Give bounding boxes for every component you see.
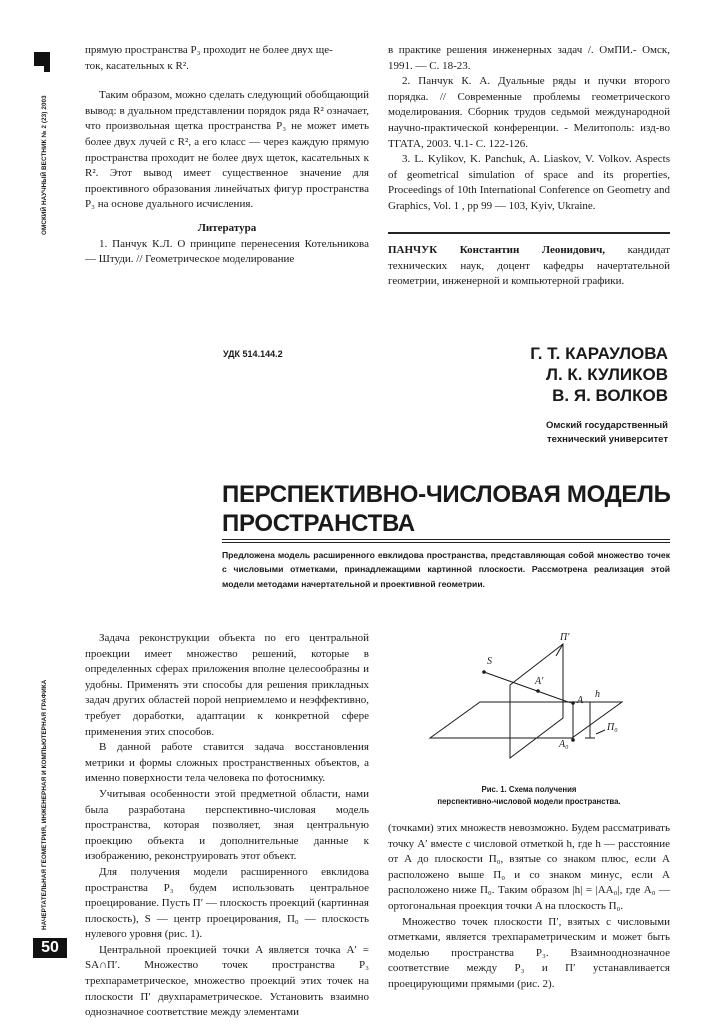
label-h: h [595,689,600,700]
point-a [571,701,575,705]
figure-caption [388,784,670,807]
body-right-paragraph-1: (точками) этих множеств невозможно. Будем рассматривать точку A′ вместе с числовой отметкой h, где h — расстояние от A до плоскости П₀, взятые со знаком плюс, если A расположено выше П₀ и со знаком минус, если A расположено ниже П₀. Таким образом |h| = |AA₀|, где A₀ — ортогональная проекция точки A на плоскость П₀. [388,822,670,912]
title-rule-1 [222,539,670,540]
spine-section-title: НАЧЕРТАТЕЛЬНАЯ ГЕОМЕТРИЯ, ИНЖЕНЕРНАЯ И КОМПЬЮТЕРНАЯ ГРАФИКА [41,679,48,930]
article-title [222,480,671,538]
body-paragraph-3: Учитывая особенности этой предметной области, нами была разработана перспективно-числовая модель пространства, которая позволяет, зная центральную проекцию объекта и дополнительные данные к изображению, реконструировать этот объект. [85,787,369,863]
pi0-pointer [596,730,605,734]
bio-divider [388,232,670,234]
affiliation-line-1: Омский государственный [546,420,668,431]
corner-block-step [44,64,50,72]
body-paragraph-4: Для получения модели расширенного евклидова пространства P₃ будем использовать центральное проецирование. Пусть П′ — плоскость проекций (картинная плоскость), S — центр проецирования, П₀ — плоскость нулевого уровня (рис. 1). [85,865,369,941]
author-3: В. Я. ВОЛКОВ [552,386,668,405]
projecting-ray [484,672,568,702]
label-a: A [577,695,584,706]
label-pi-prime: П′ [560,632,570,643]
plane-pi-prime [510,644,563,758]
udk-code: УДК 514.144.2 [223,349,283,359]
title-line-1: ПЕРСПЕКТИВНО-ЧИСЛОВАЯ МОДЕЛЬ [222,481,671,508]
caption-line-2: перспективно-числовой модели пространства. [437,796,621,806]
spine-journal-title: ОМСКИЙ НАУЧНЫЙ ВЕСТНИК № 2 (23) 2003 [41,95,48,235]
bio-name: ПАНЧУК Константин Леонидович, [388,244,606,256]
author-bio [388,243,670,290]
label-a-prime: A′ [535,676,544,687]
top-left-column [85,43,369,268]
point-a0 [571,738,575,742]
body-paragraph-1: Задача реконструкции объекта по его центральной проекции имеет множество решений, которые в определенных сферах приложения вполне целесообразны и удобны. Применять эти способы для решения прикладных задач других областей порой неприемлемо и неэффективно, требует доработки, адаптации к конкретной сфере применения этих способов. [85,632,369,738]
body-left-column [85,631,369,1021]
figure-1-diagram [420,630,660,775]
reference-1-continued: в практике решения инженерных задач /. ОмПИ.- Омск, 1991. — С. 18-23. [388,44,670,72]
body-paragraph-2: В данной работе ставится задача восстановления метрики и формы сложных пространственных объектов, а именно поверхности тела человека по фотоснимку. [85,741,369,785]
caption-line-1: Рис. 1. Схема получения [481,785,577,794]
conclusion-paragraph: Таким образом, можно сделать следующий обобщающий вывод: в дуальном представлении порядок ряда R² означает, что произвольная щетка пространства P₃ не может иметь более двух лучей с R², а его класс — через каждую прямую пространства проходит не более двух щеток, касательных к R². Этот вывод имеет существенное значение для проективного образования линейчатых фигур пространства P₃ на основе дуального исчисления. [85,89,369,211]
authors-block [368,343,668,406]
affiliation [368,419,668,447]
label-s: S [487,656,492,667]
carryover-line-2: ток, касательных к R². [85,59,189,72]
top-right-column [388,43,670,215]
carryover-line-1: прямую пространства P₃ проходит не более двух ще- [85,44,333,56]
body-right-paragraph-2: Множество точек плоскости П′, взятых с числовыми отметками, является трехпараметрическим и может быть моделью пространства P₃. Взаимнооднозначное соответствие между P₃ и П′ устанавливается проецирующими прямыми (рис. 2). [388,915,670,990]
title-rule-2 [222,542,670,543]
point-a-prime [536,689,540,693]
page-number: 50 [33,938,67,958]
point-s [482,670,486,674]
affiliation-line-2: технический университет [547,434,668,445]
author-1: Г. Т. КАРАУЛОВА [530,344,668,363]
literature-heading: Литература [197,221,257,234]
label-pi0: П₀ [607,722,618,733]
reference-2: 2. Панчук К. А. Дуальные ряды и пучки второго порядка. // Современные проблемы геометрического моделирования. Сборник трудов седьмой международной научно-практической конференции. - Мелитополь: изд-во ТГАТА, 2003. Ч.1- С. 122-126. [388,75,670,150]
body-paragraph-5: Центральной проекцией точки A является точка A′ = SA∩П′. Множество точек пространства P₃ трехпараметрическое, множество проекций этих точек на плоскости П′ двухпараметрическое. Установить взаимно однозначное соответствие между элементами [85,943,369,1019]
pi-prime-pointer [556,644,563,656]
title-line-2: ПРОСТРАНСТВА [222,510,415,537]
body-right-column [388,821,670,993]
reference-1: 1. Панчук К.Л. О принципе перенесения Котельникова — Штуди. // Геометрическое моделирование [85,237,369,266]
author-2: Л. К. КУЛИКОВ [546,365,668,384]
bio-text: кандидат технических наук, доцент кафедры начертательной геометрии, инженерной и компьютерной графики. [388,244,671,288]
reference-3: 3. L. Kylikov, K. Panchuk, A. Liaskov, V. Volkov. Aspects of geometrical simulation of space and its properties, Proceedings of 10th International Conference on Geometry and Graphics, Vol. 1 , pp 99 — 103, Kyiv, Ukraine. [388,153,670,212]
abstract: Предложена модель расширенного евклидова пространства, представляющая собой множество точек с числовыми отметками, принадлежащими картинной плоскости. Рассмотрена реализация этой модели методами начертательной и проективной геометрии. [222,550,670,589]
plane-pi0 [430,702,622,738]
label-a0: A₀ [559,739,569,750]
